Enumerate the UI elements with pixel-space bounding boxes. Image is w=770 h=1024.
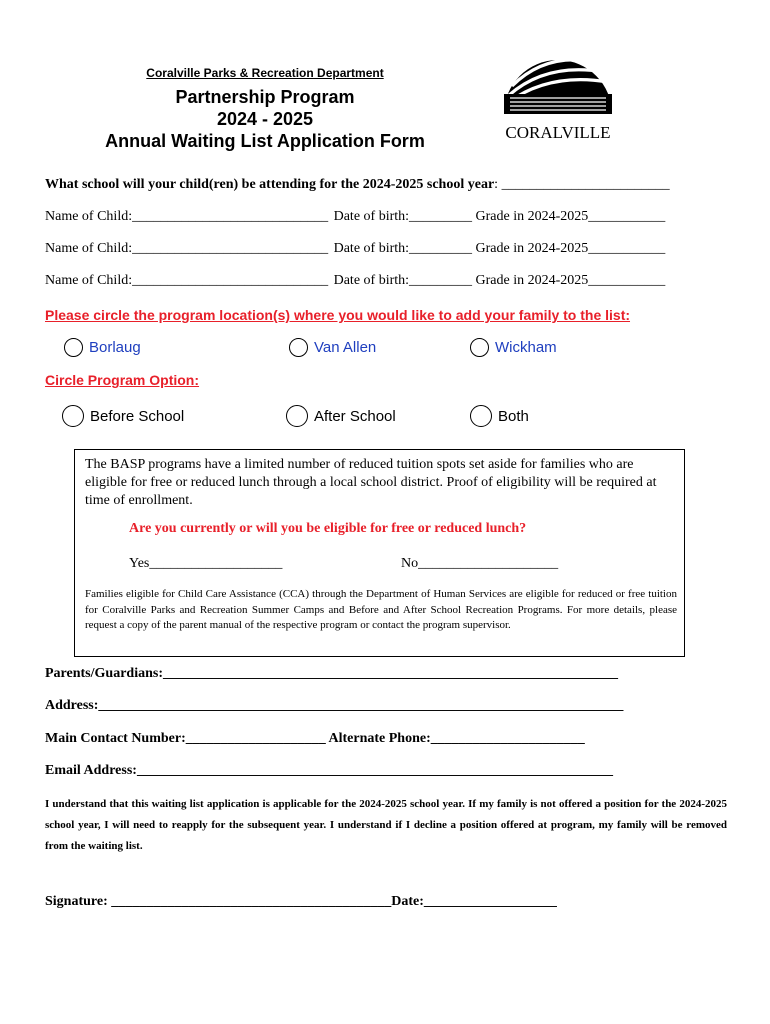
child-grade-label: Grade in 2024-2025 — [475, 209, 589, 224]
no-label: No — [401, 556, 419, 571]
program-option-label: Both — [498, 407, 529, 425]
location-heading: Please circle the program location(s) where you would like to add your family to the list: — [45, 307, 631, 323]
circle-icon — [289, 338, 308, 357]
address-label: Address: — [45, 698, 99, 713]
address-row — [45, 698, 623, 714]
child-dob-input[interactable]: _________ — [409, 273, 473, 288]
main-phone-label: Main Contact Number: — [45, 731, 186, 746]
circle-icon — [286, 405, 308, 427]
yes-row — [129, 556, 282, 572]
no-row — [401, 556, 558, 572]
reduced-tuition-box — [74, 449, 685, 657]
circle-icon — [470, 338, 489, 357]
child-dob-input[interactable]: _________ — [409, 209, 473, 224]
cca-paragraph: Families eligible for Child Care Assistance (CCA) through the Department of Human Services are eligible for reduced or free tuition for Coralville Parks and Recreation Summer Camps and Before and After School Recreation Programs. For more details, please request a copy of the parent manual of the respective program or contact the program supervisor. — [85, 588, 677, 631]
alt-phone-label: Alternate Phone: — [328, 731, 431, 746]
parents-label: Parents/Guardians: — [45, 666, 163, 681]
department-name: Coralville Parks & Recreation Department — [146, 66, 384, 80]
logo-text: CORALVILLE — [505, 123, 611, 142]
child-dob-input[interactable]: _________ — [409, 241, 473, 256]
school-question-colon: : — [494, 177, 499, 192]
school-input[interactable]: ________________________ — [501, 177, 670, 192]
child-name-label: Name of Child: — [45, 241, 133, 256]
email-input[interactable]: ____________________________________________________________________ — [136, 763, 613, 778]
signature-row — [45, 894, 557, 910]
form-title-program: Partnership Program — [175, 87, 355, 107]
child-grade-input[interactable]: ___________ — [588, 241, 666, 256]
child-name-label: Name of Child: — [45, 273, 133, 288]
child-grade-label: Grade in 2024-2025 — [475, 273, 589, 288]
location-option-label: Wickham — [495, 339, 557, 356]
coralville-logo-icon — [498, 46, 618, 118]
signature-label: Signature: — [45, 894, 108, 909]
signature-input[interactable]: ________________________________________ — [111, 894, 392, 909]
child-dob-label: Date of birth: — [333, 209, 410, 224]
location-option-van-allen[interactable] — [289, 338, 376, 357]
child-row — [45, 273, 665, 289]
main-phone-input[interactable]: ____________________ — [185, 731, 326, 746]
acknowledgement-statement: I understand that this waiting list application is applicable for the 2024-2025 school year. If my family is not offered a position for the 2024-2025 school year, I will need to reapply for the subsequent year. I understand if I decline a position offered at program, my family will be removed from the waiting list. — [45, 798, 727, 852]
program-option-both[interactable] — [470, 405, 529, 427]
child-dob-label: Date of birth: — [333, 241, 410, 256]
parents-row — [45, 666, 618, 682]
location-option-label: Van Allen — [314, 339, 377, 356]
parents-input[interactable]: _________________________________________________________________ — [162, 666, 618, 681]
location-option-borlaug[interactable] — [64, 338, 141, 357]
child-row — [45, 209, 665, 225]
yes-label: Yes — [129, 556, 150, 571]
circle-icon — [470, 405, 492, 427]
location-option-label: Borlaug — [89, 339, 141, 356]
program-option-label: Before School — [90, 407, 185, 425]
child-name-label: Name of Child: — [45, 209, 133, 224]
child-row — [45, 241, 665, 257]
child-name-input[interactable]: ____________________________ — [132, 273, 329, 288]
alt-phone-input[interactable]: ______________________ — [430, 731, 585, 746]
location-option-wickham[interactable] — [470, 338, 557, 357]
circle-icon — [62, 405, 84, 427]
coralville-logo — [498, 46, 618, 141]
program-option-label: After School — [314, 407, 396, 425]
program-option-after-school[interactable] — [286, 405, 396, 427]
reduced-tuition-paragraph: The BASP programs have a limited number of reduced tuition spots set aside for families who are eligible for free or reduced lunch through a local school district. Proof of eligibility will be required at time of enrollment. — [85, 457, 657, 508]
child-dob-label: Date of birth: — [333, 273, 410, 288]
program-option-heading: Circle Program Option: — [45, 372, 200, 388]
lunch-eligibility-question: Are you currently or will you be eligible for free or reduced lunch? — [129, 521, 527, 536]
form-title-year: 2024 - 2025 — [216, 109, 314, 129]
child-grade-label: Grade in 2024-2025 — [475, 241, 589, 256]
date-label: Date: — [391, 894, 424, 909]
email-label: Email Address: — [45, 763, 137, 778]
program-option-before-school[interactable] — [62, 405, 184, 427]
address-input[interactable]: ___________________________________________________________________________ — [98, 698, 624, 713]
school-question-label: What school will your child(ren) be attending for the 2024-2025 school year — [45, 177, 495, 192]
child-grade-input[interactable]: ___________ — [588, 273, 666, 288]
email-row — [45, 763, 613, 779]
date-input[interactable]: ___________________ — [423, 894, 557, 909]
school-question — [45, 177, 670, 193]
yes-input[interactable]: ___________________ — [149, 556, 283, 571]
form-title-main: Annual Waiting List Application Form — [105, 131, 425, 151]
child-grade-input[interactable]: ___________ — [588, 209, 666, 224]
circle-icon — [64, 338, 83, 357]
child-name-input[interactable]: ____________________________ — [132, 241, 329, 256]
phone-row — [45, 731, 585, 747]
child-name-input[interactable]: ____________________________ — [132, 209, 329, 224]
no-input[interactable]: ____________________ — [418, 556, 559, 571]
